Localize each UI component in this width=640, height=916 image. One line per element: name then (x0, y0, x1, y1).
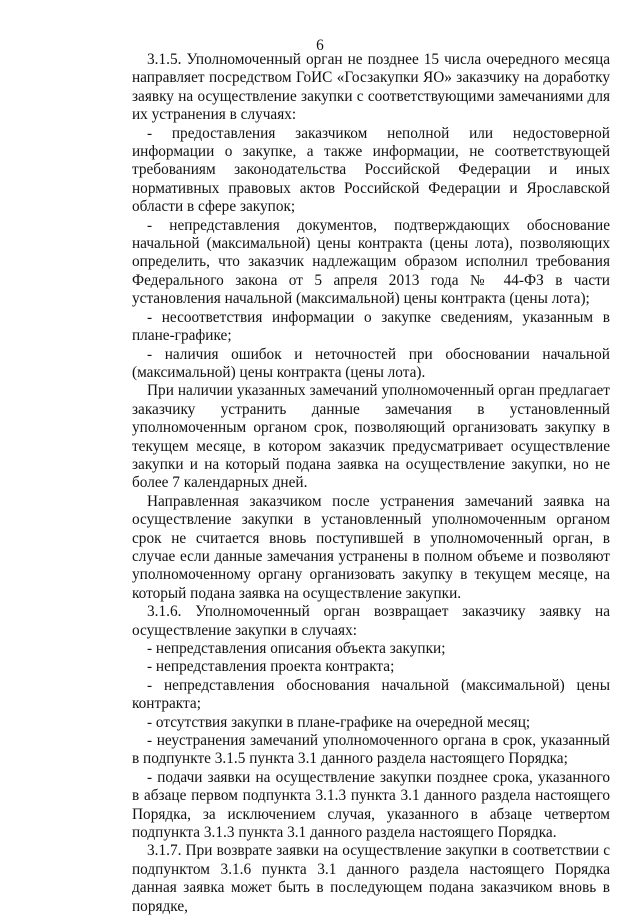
paragraph-remarks: При наличии указанных замечаний уполномоченный орган предлагает заказчику устранить данные замечания в установленный уполномоченным органом срок, позволяющий организовать закупку в текущем месяце, в котором заказчик предусматривает осуществление закупки и на который подана заявка на осуществление закупки, но не более 7 календарных дней. (132, 382, 610, 492)
list-item-incomplete-info: - предоставления заказчиком неполной или недостоверной информации о закупке, а также информации, не соответствующей требованиям законодательства Российской Федерации и иных нормативных правовых актов Российской Федерации и Ярославской области в сфере закупок; (132, 124, 610, 216)
list-item-no-price-justification: - непредставления обоснования начальной (максимальной) цены контракта; (132, 676, 610, 713)
list-item-not-corrected: - неустранения замечаний уполномоченного органа в срок, указанный в подпункте 3.1.5 пункта 3.1 данного раздела настоящего Порядка; (132, 732, 610, 768)
list-item-no-documents: - непредставления документов, подтверждающих обоснование начальной (максимальной) цены контракта (цены лота), позволяющих определить, что заказчик надлежащим образом исполнил требования Федерального закона от 5 апреля 2013 года № 44-ФЗ в части установления начальной (максимальной) цены контракта (цены лота); (132, 216, 610, 308)
paragraph-3-1-5: 3.1.5. Уполномоченный орган не позднее 15 числа очередного месяца направляет посредством ГоИС «Госзакупки ЯО» заказчику на доработку заявку на осуществление закупки с соответствующими замечаниями для их устранения в случаях: (132, 51, 610, 124)
paragraph-3-1-7: 3.1.7. При возврате заявки на осуществление закупки в соответствии с подпунктом 3.1.6 пункта 3.1 данного раздела настоящего Порядка данная заявка может быть в последующем подана заказчиком вновь в порядке, (132, 842, 610, 915)
list-item-late-submission: - подачи заявки на осуществление закупки позднее срока, указанного в абзаце первом подпункта 3.1.3 пункта 3.1 данного раздела настоящего Порядка, за исключением случая, указанного в абзаце четвертом подпункта 3.1.3 пункта 3.1 данного раздела настоящего Порядка. (132, 768, 610, 842)
list-item-errors: - наличия ошибок и неточностей при обосновании начальной (максимальной) цены контракта (цены лота). (132, 345, 610, 381)
document-body (132, 51, 610, 916)
list-item-mismatch: - несоответствия информации о закупке сведениям, указанным в плане-графике; (132, 308, 610, 345)
paragraph-3-1-6: 3.1.6. Уполномоченный орган возвращает заказчику заявку на осуществление закупки в случаях: (132, 603, 610, 639)
paragraph-resubmission: Направленная заказчиком после устранения замечаний заявка на осуществление закупки в установленный уполномоченным органом срок не считается вновь поступившей в уполномоченный орган, в случае если данные замечания устранены в полном объеме и позволяют уполномоченному органу организовать закупку в текущем месяце, на который подана заявка на осуществление закупки. (132, 492, 610, 602)
list-item-not-in-schedule: - отсутствия закупки в плане-графике на очередной месяц; (147, 713, 531, 731)
page-number: 6 (316, 37, 324, 54)
list-item-no-contract-draft: - непредставления проекта контракта; (147, 658, 395, 676)
list-item-no-description: - непредставления описания объекта закупки; (147, 640, 446, 657)
